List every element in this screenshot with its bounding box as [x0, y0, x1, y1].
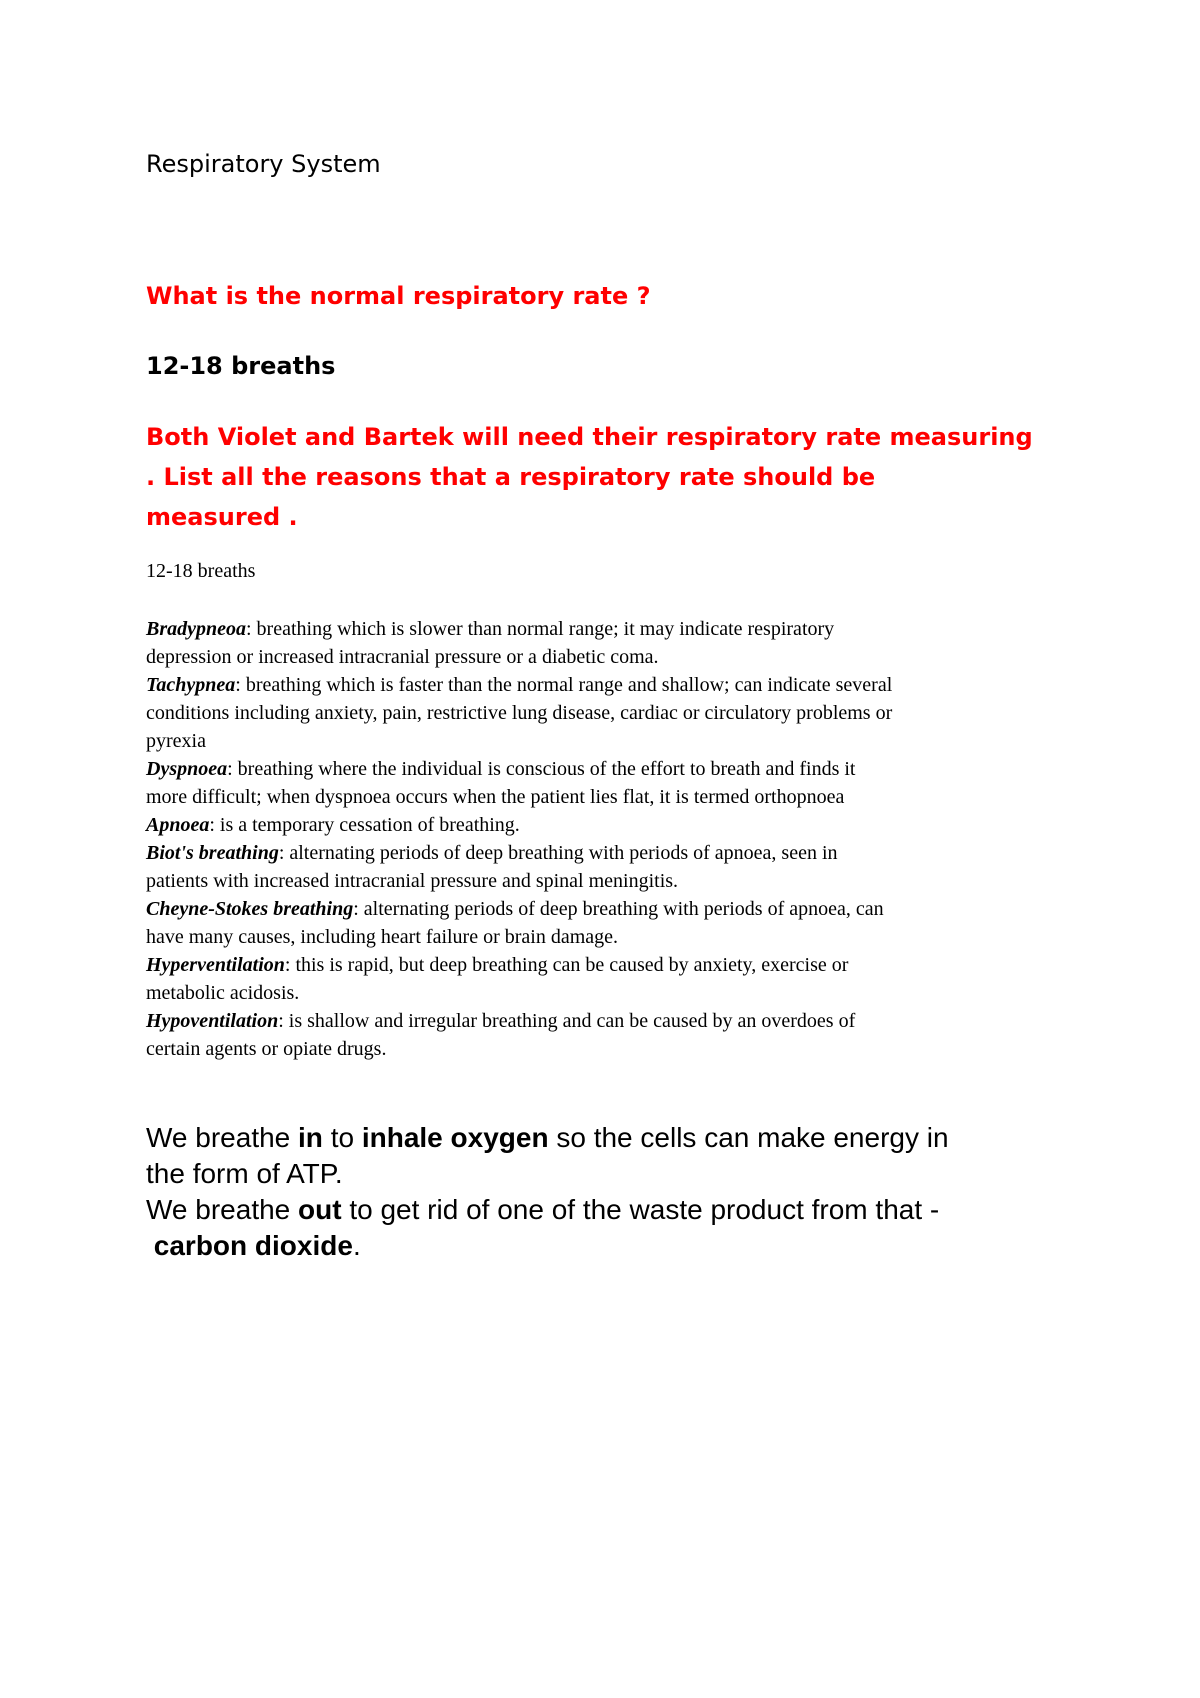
term-line: conditions including anxiety, pain, restrictive lung disease, cardiac or circulatory problems or [146, 702, 893, 724]
summary-bold: in [298, 1122, 323, 1153]
term-line: metabolic acidosis. [146, 982, 300, 1004]
term-text: : breathing where the individual is conscious of the effort to breath and finds it [227, 758, 856, 780]
term-text: : alternating periods of deep breathing with periods of apnoea, seen in [278, 842, 838, 864]
term-line: patients with increased intracranial pressure and spinal meningitis. [146, 870, 679, 892]
answer-normal-rate: 12-18 breaths [146, 352, 336, 380]
term-line [146, 951, 1076, 979]
term-line [146, 839, 1076, 867]
term-name-apnoea: Apnoea [146, 814, 210, 836]
term-text: : breathing which is slower than normal range; it may indicate respiratory [246, 618, 835, 640]
term-line [146, 671, 1076, 699]
term-line [146, 895, 1076, 923]
question-normal-rate: What is the normal respiratory rate ? [146, 282, 651, 310]
term-line [146, 755, 1076, 783]
summary-paragraph [146, 1120, 1076, 1264]
summary-text [146, 1230, 154, 1261]
summary-text: so the cells can make energy in [548, 1122, 949, 1153]
answer-reasons-rate: 12-18 breaths [146, 560, 256, 582]
term-text: : is a temporary cessation of breathing. [209, 814, 520, 836]
summary-text: to [322, 1122, 362, 1153]
terms-list [146, 615, 1076, 1063]
term-name-dyspnoea: Dyspnoea [146, 758, 228, 780]
term-name-hypoventilation: Hypoventilation [146, 1010, 279, 1032]
term-line [146, 811, 1076, 839]
summary-line-2: the form of ATP. [146, 1158, 343, 1189]
term-line: have many causes, including heart failure or brain damage. [146, 926, 619, 948]
term-line [146, 615, 1076, 643]
question-reasons [146, 417, 1076, 537]
term-line: certain agents or opiate drugs. [146, 1038, 387, 1060]
question-reasons-line: measured . [146, 503, 298, 531]
term-text: : is shallow and irregular breathing and can be caused by an overdoes of [278, 1010, 856, 1032]
term-text: : breathing which is faster than the normal range and shallow; can indicate several [235, 674, 893, 696]
summary-bold: out [298, 1194, 342, 1225]
summary-bold: carbon dioxide [153, 1230, 353, 1261]
summary-text: We breathe [146, 1122, 299, 1153]
summary-line-1 [146, 1120, 1076, 1156]
summary-bold: inhale oxygen [361, 1122, 549, 1153]
term-line: pyrexia [146, 730, 206, 752]
term-text: : this is rapid, but deep breathing can be caused by anxiety, exercise or [284, 954, 849, 976]
term-text: : alternating periods of deep breathing with periods of apnoea, can [353, 898, 884, 920]
summary-text: to get rid of one of the waste product from that - [341, 1194, 940, 1225]
document-title: Respiratory System [146, 150, 381, 178]
term-name-tachypnea: Tachypnea [146, 674, 236, 696]
term-line [146, 1007, 1076, 1035]
summary-text: . [352, 1230, 361, 1261]
question-reasons-line: Both Violet and Bartek will need their respiratory rate measuring [146, 423, 1033, 451]
term-line: more difficult; when dyspnoea occurs when the patient lies flat, it is termed orthopnoea [146, 786, 845, 808]
summary-line-3 [146, 1192, 1076, 1228]
summary-text: We breathe [146, 1194, 299, 1225]
term-name-cheyne-stokes: Cheyne-Stokes breathing [146, 898, 354, 920]
term-name-hyperventilation: Hyperventilation [146, 954, 285, 976]
question-reasons-line: . List all the reasons that a respiratory rate should be [146, 463, 876, 491]
term-line: depression or increased intracranial pressure or a diabetic coma. [146, 646, 659, 668]
term-name-bradypneoa: Bradypneoa [146, 618, 246, 640]
term-name-biots-breathing: Biot's breathing [146, 842, 279, 864]
summary-line-4 [146, 1228, 1076, 1264]
